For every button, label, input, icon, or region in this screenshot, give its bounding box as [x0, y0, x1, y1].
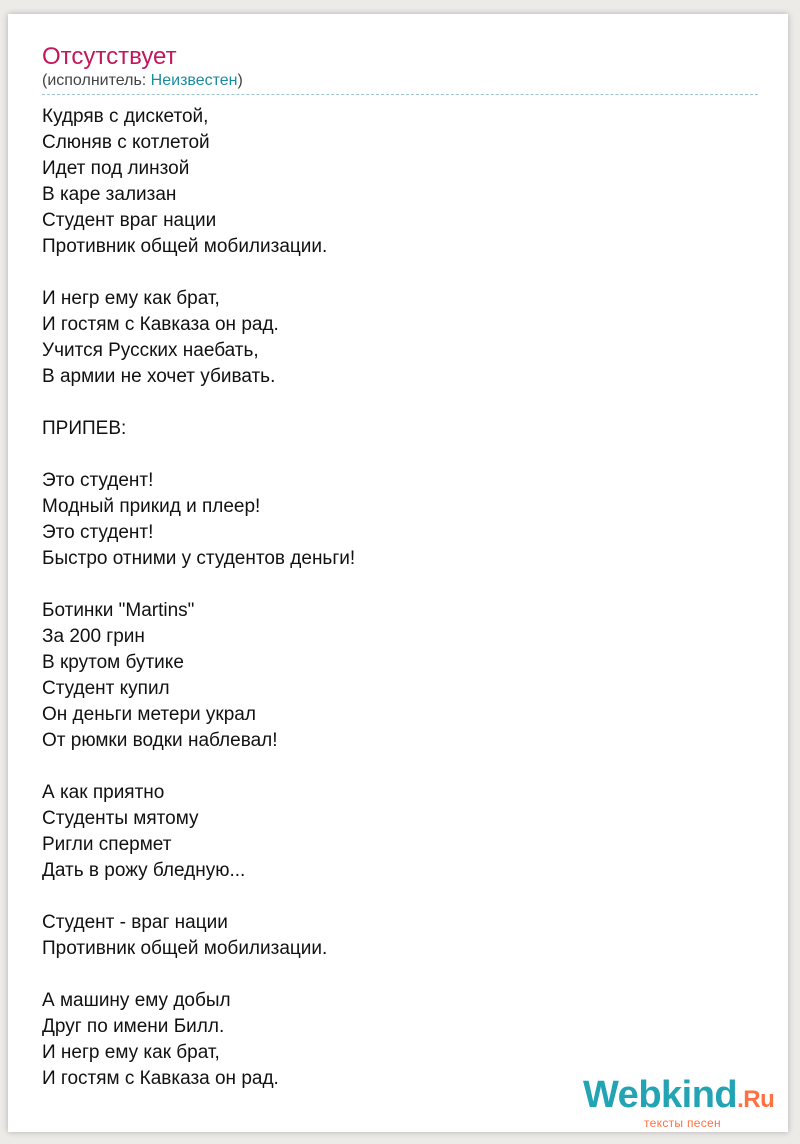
site-logo[interactable]: [583, 1075, 774, 1120]
lyric-blank-line: [42, 260, 355, 286]
lyric-line: Студент купил: [42, 678, 170, 699]
lyrics-text: [42, 104, 355, 1092]
lyric-line: И гостям с Кавказа он рад.: [42, 314, 279, 335]
song-title: Отсутствует: [42, 43, 177, 70]
lyric-line: За 200 грин: [42, 626, 145, 647]
lyric-line: Учится Русских наебать,: [42, 340, 259, 361]
lyric-line: Противник общей мобилизации.: [42, 236, 328, 257]
lyric-line: Противник общей мобилизации.: [42, 938, 328, 959]
lyric-blank-line: [42, 442, 355, 468]
lyric-blank-line: [42, 390, 355, 416]
lyric-line: И гостям с Кавказа он рад.: [42, 1068, 279, 1089]
lyric-line: Студенты мятому: [42, 808, 199, 829]
logo-tld: .Ru: [737, 1086, 775, 1113]
lyric-blank-line: [42, 572, 355, 598]
artist-link[interactable]: Неизвестен: [150, 72, 238, 89]
lyrics-sheet: [8, 14, 788, 1132]
lyric-line: В крутом бутике: [42, 652, 184, 673]
lyric-line: И негр ему как брат,: [42, 1042, 220, 1063]
lyric-line: Быстро отними у студентов деньги!: [42, 548, 356, 569]
artist-suffix: ): [237, 72, 243, 89]
lyric-line: Ботинки "Martins": [42, 600, 195, 621]
lyric-line: Студент враг нации: [42, 210, 217, 231]
lyric-line: В армии не хочет убивать.: [42, 366, 276, 387]
lyric-line: Дать в рожу бледную...: [42, 860, 246, 881]
lyric-line: От рюмки водки наблевал!: [42, 730, 278, 751]
lyric-line: Модный прикид и плеер!: [42, 496, 261, 517]
lyric-line: Идет под линзой: [42, 158, 190, 179]
lyric-line: Студент - враг нации: [42, 912, 228, 933]
artist-prefix: (исполнитель:: [42, 72, 151, 89]
lyric-line: А машину ему добыл: [42, 990, 231, 1011]
artist-line: [42, 72, 243, 90]
lyric-blank-line: [42, 884, 355, 910]
title-divider: [42, 94, 758, 95]
lyric-line: Ригли спермет: [42, 834, 172, 855]
lyric-line: А как приятно: [42, 782, 165, 803]
logo-main-text: Webkind: [583, 1074, 738, 1116]
lyric-line: Кудряв с дискетой,: [42, 106, 209, 127]
lyric-line: ПРИПЕВ:: [42, 418, 127, 439]
lyric-line: И негр ему как брат,: [42, 288, 220, 309]
lyric-line: Это студент!: [42, 470, 154, 491]
lyric-line: В каре зализан: [42, 184, 177, 205]
lyric-line: Это студент!: [42, 522, 154, 543]
lyric-line: Он деньги метери украл: [42, 704, 256, 725]
lyric-blank-line: [42, 962, 355, 988]
lyric-line: Друг по имени Билл.: [42, 1016, 225, 1037]
lyric-line: Слюняв с котлетой: [42, 132, 210, 153]
lyric-blank-line: [42, 754, 355, 780]
logo-tagline: тексты песен: [644, 1116, 721, 1130]
